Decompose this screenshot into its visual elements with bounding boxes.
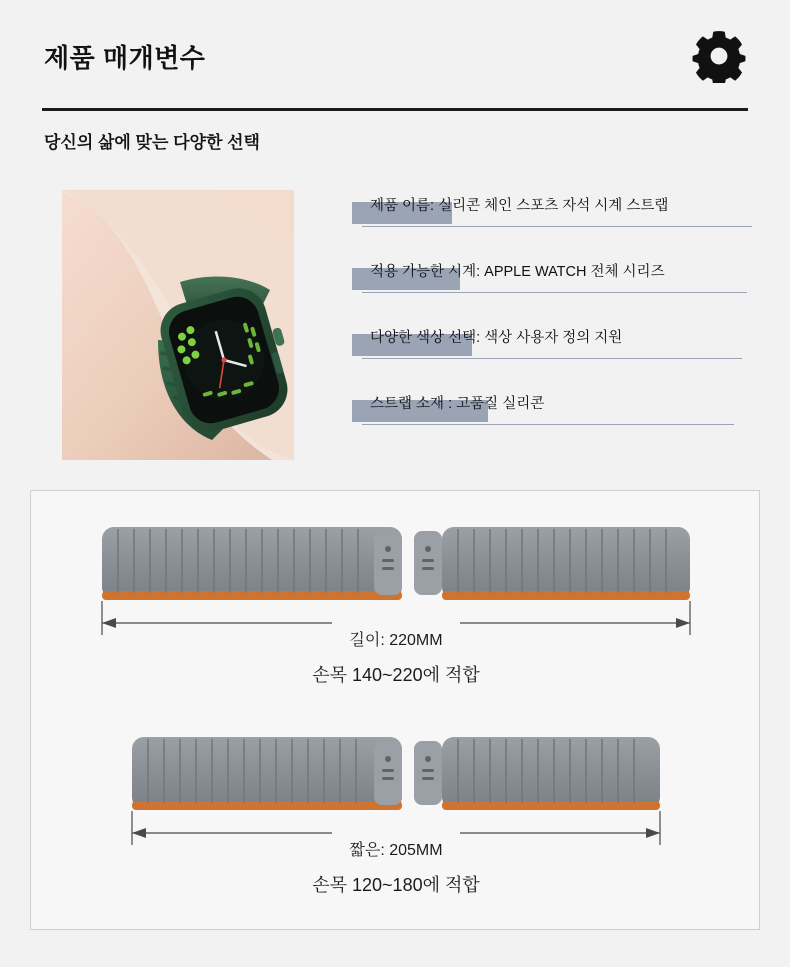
spec-underline [362, 292, 747, 293]
page-title: 제품 매개변수 [44, 42, 206, 73]
spec-row [352, 186, 752, 252]
spec-underline [362, 424, 734, 425]
header-divider [42, 108, 748, 111]
spec-underline [362, 226, 752, 227]
band-length-label: 길이: 220MM [349, 632, 443, 649]
spec-row [352, 384, 752, 450]
spec-row [352, 252, 752, 318]
band-length-label: 짧은: 205MM [349, 842, 443, 859]
spec-text: 다양한 색상 선택: 색상 사용자 정의 지원 [370, 330, 623, 346]
spec-underline [362, 358, 742, 359]
size-group-short [31, 719, 761, 895]
spec-row [352, 318, 752, 384]
band-diagram-long [56, 509, 736, 639]
spec-text: 스트랩 소재 : 고품질 실리콘 [370, 396, 545, 412]
product-photo [62, 190, 294, 460]
gear-icon [692, 29, 746, 83]
spec-text: 제품 이름: 실리콘 체인 스포츠 자석 시계 스트랩 [370, 198, 669, 214]
band-fit-label: 손목 120~180에 적합 [312, 875, 480, 895]
size-panel [30, 490, 760, 930]
spec-text: 적용 가능한 시계: APPLE WATCH 전체 시리즈 [370, 264, 665, 280]
subtitle: 당신의 삶에 맞는 다양한 선택 [44, 133, 260, 152]
band-fit-label: 손목 140~220에 적합 [312, 665, 480, 685]
size-group-long [31, 509, 761, 685]
band-diagram-short [56, 719, 736, 849]
spec-list [352, 186, 752, 450]
page-header [0, 0, 790, 112]
